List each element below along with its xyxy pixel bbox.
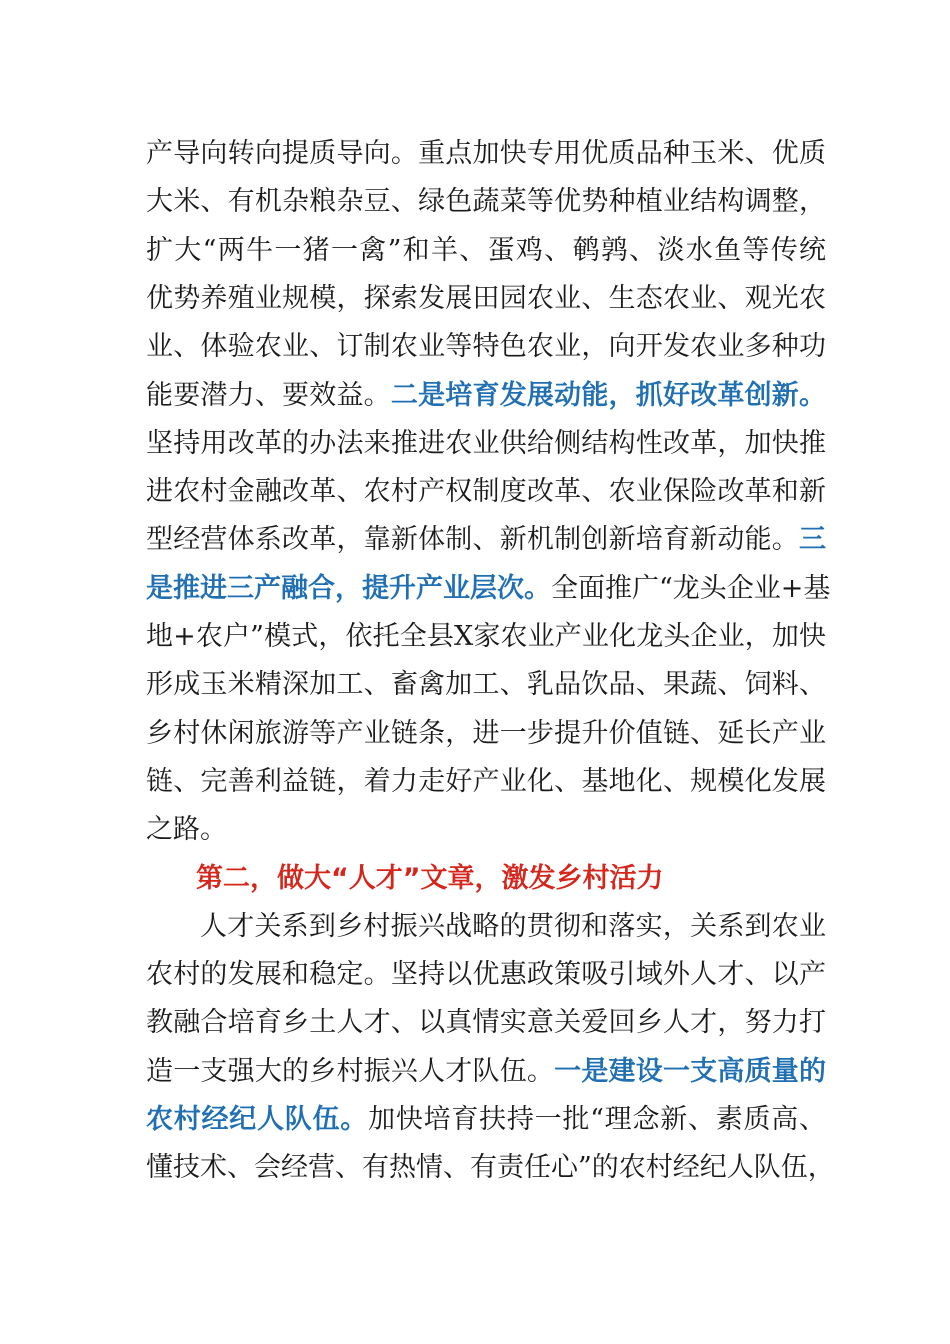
emphasis-text: 农村经纪人队伍。 — [146, 1104, 369, 1135]
emphasis-text: 二是培育发展动能，抓好改革创新。 — [390, 380, 826, 411]
paragraph-line — [146, 227, 826, 275]
body-text: 之路。 — [146, 814, 227, 845]
paragraph-line — [146, 323, 826, 371]
paragraph-line — [146, 275, 826, 323]
body-text: 地+农户”模式，依托全县X家农业产业化龙头企业，加快 — [146, 621, 826, 652]
paragraph-line — [146, 613, 826, 661]
paragraph-line — [146, 758, 826, 806]
body-text: 人才关系到乡村振兴战略的贯彻和落实，关系到农业 — [200, 911, 826, 942]
body-text: 链、完善利益链，着力走好产业化、基地化、规模化发展 — [146, 766, 826, 797]
paragraph-line — [146, 516, 826, 564]
body-text: 业、体验农业、订制农业等特色农业，向开发农业多种功 — [146, 331, 826, 362]
paragraph-line — [146, 951, 826, 999]
paragraph-line — [146, 372, 826, 420]
body-text: 大米、有机杂粮杂豆、绿色蔬菜等优势种植业结构调整， — [146, 186, 826, 217]
paragraph-line — [146, 178, 826, 226]
body-text: 造一支强大的乡村振兴人才队伍。 — [146, 1056, 555, 1087]
paragraph-line — [146, 565, 831, 613]
paragraph-line — [146, 1096, 826, 1144]
emphasis-text: 是推进三产融合，提升产业层次。 — [146, 573, 551, 604]
body-text: 加快培育扶持一批“理念新、素质高、 — [368, 1104, 826, 1135]
body-text: 教融合培育乡土人才、以真情实意关爱回乡人才，努力打 — [146, 1007, 826, 1038]
paragraph-line — [146, 468, 826, 516]
body-text: 优势养殖业规模，探索发展田园农业、生态农业、观光农 — [146, 283, 826, 314]
body-text: 产导向转向提质导向。重点加快专用优质品种玉米、优质 — [146, 138, 826, 169]
body-text: 全面推广“龙头企业+基 — [551, 573, 831, 604]
paragraph-line — [146, 1144, 835, 1192]
section-heading: 第二，做大“人才”文章，激发乡村活力 — [196, 863, 664, 894]
paragraph-line — [200, 903, 826, 951]
paragraph-line — [146, 661, 826, 709]
body-text: 坚持用改革的办法来推进农业供给侧结构性改革，加快推 — [146, 428, 826, 459]
body-text: 乡村休闲旅游等产业链条，进一步提升价值链、延长产业 — [146, 718, 826, 749]
emphasis-text: 三 — [799, 524, 826, 555]
body-text: 进农村金融改革、农村产权制度改革、农业保险改革和新 — [146, 476, 826, 507]
body-text: 懂技术、会经营、有热情、有责任心”的农村经纪人队伍， — [146, 1152, 835, 1183]
emphasis-text: 一是建设一支高质量的 — [554, 1056, 826, 1087]
body-text: 型经营体系改革，靠新体制、新机制创新培育新动能。 — [146, 524, 799, 555]
paragraph-line — [146, 999, 826, 1047]
paragraph-line — [146, 1048, 826, 1096]
body-text: 农村的发展和稳定。坚持以优惠政策吸引域外人才、以产 — [146, 959, 826, 990]
body-text: 形成玉米精深加工、畜禽加工、乳品饮品、果蔬、饲料、 — [146, 669, 826, 700]
body-text: 能要潜力、要效益。 — [146, 380, 391, 411]
paragraph-line — [146, 420, 826, 468]
paragraph-line — [146, 806, 826, 854]
paragraph-line — [146, 710, 826, 758]
body-text: 扩大“两牛一猪一禽”和羊、蛋鸡、鹌鹑、淡水鱼等传统 — [146, 235, 826, 266]
paragraph-line — [146, 130, 826, 178]
